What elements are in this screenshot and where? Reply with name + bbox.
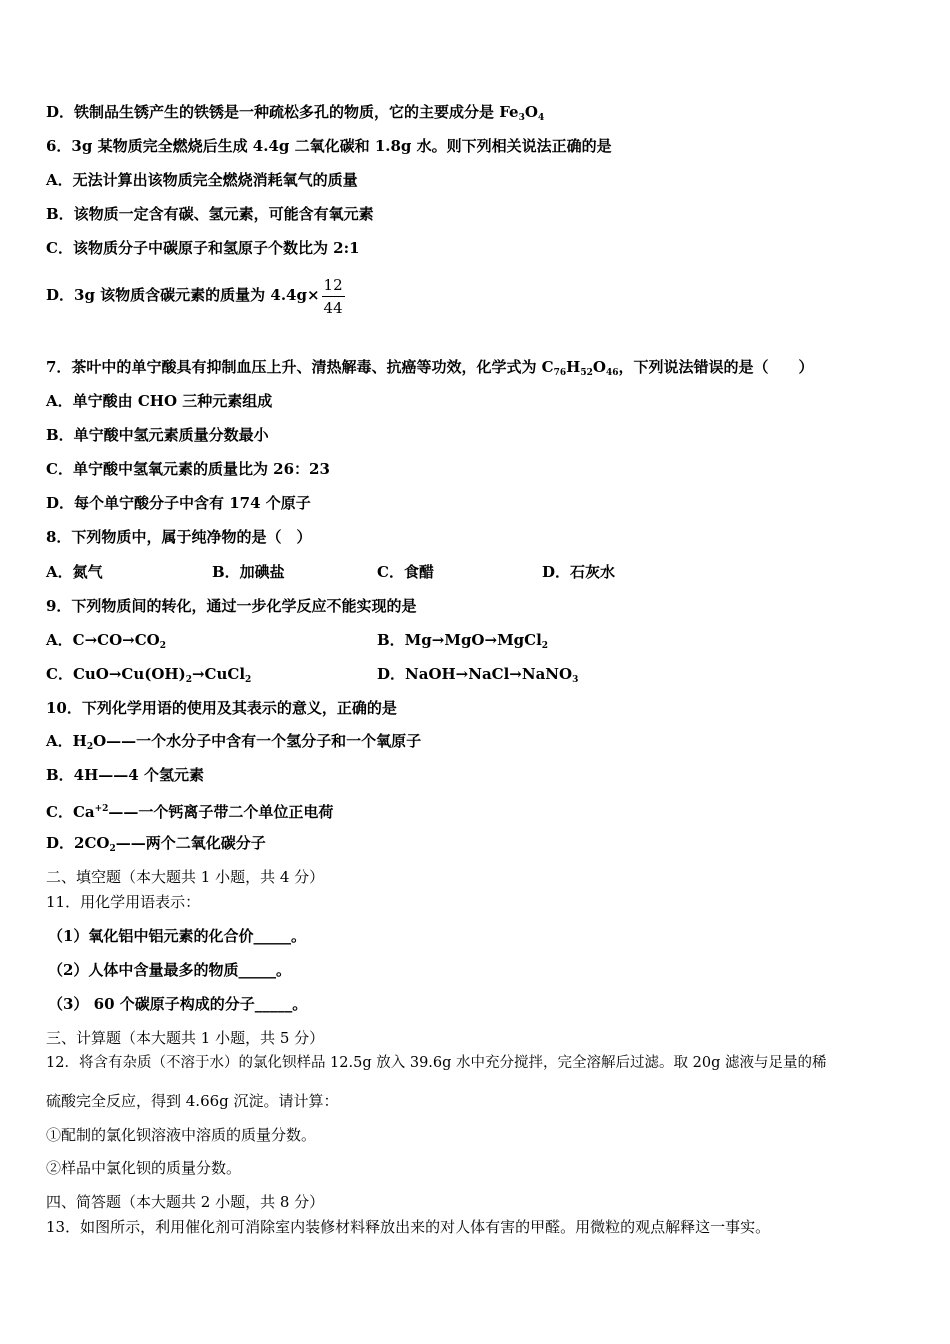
section-3-title: 三、计算题（本大题共 1 小题，共 5 分）	[46, 1029, 325, 1047]
q9-stem: 9．下列物质间的转化，通过一步化学反应不能实现的是	[46, 597, 417, 615]
q7-option-a: A．单宁酸由 CHO 三种元素组成	[46, 392, 273, 410]
q8-option-a: A．氮气	[46, 563, 103, 581]
subscript: 2	[245, 675, 252, 685]
q11-stem: 11．用化学用语表示：	[46, 893, 201, 911]
fraction-numerator: 12	[322, 276, 345, 297]
fraction	[322, 276, 345, 317]
q12-stem-line-2: 硫酸完全反应，得到 4.66g 沉淀。请计算：	[46, 1092, 339, 1110]
q10-stem: 10．下列化学用语的使用及其表示的意义，正确的是	[46, 699, 397, 717]
q7-option-d: D．每个单宁酸分子中含有 174 个原子	[46, 494, 311, 512]
q8-option-b: B．加碘盐	[212, 563, 285, 581]
q6-option-a: A．无法计算出该物质完全燃烧消耗氧气的质量	[46, 171, 358, 189]
subscript: 3	[518, 113, 525, 123]
subscript: 4	[537, 113, 545, 123]
q10-option-c-post: ——一个钙离子带二个单位正电荷	[108, 803, 334, 821]
q10-option-c-pre: C．Ca	[46, 803, 95, 821]
q9-option-c	[46, 664, 251, 690]
subscript: 3	[572, 675, 579, 685]
subscript: 2	[541, 641, 549, 651]
fraction-denominator: 44	[323, 298, 343, 317]
q10-option-a	[46, 731, 421, 757]
q7-option-c: C．单宁酸中氢氧元素的质量比为 26：23	[46, 460, 330, 478]
q5-option-d-text: D．铁制品生锈产生的铁锈是一种疏松多孔的物质，它的主要成分是 Fe	[46, 103, 519, 121]
subscript: 76	[553, 368, 567, 378]
subscript: 52	[580, 368, 593, 378]
q9-option-a	[46, 630, 166, 656]
q10-option-d-pre: D．2CO	[46, 834, 110, 852]
q7-formula-o: O	[592, 358, 606, 376]
q10-option-d-post: ——两个二氧化碳分子	[115, 834, 266, 852]
section-4-title: 四、简答题（本大题共 2 小题，共 8 分）	[46, 1193, 325, 1211]
q11-part-3: （3） 60 个碳原子构成的分子_____。	[48, 995, 308, 1013]
q6-option-c: C．该物质分子中碳原子和氢原子个数比为 2:1	[46, 239, 360, 257]
q7-formula-h: H	[566, 358, 581, 376]
q12-subquestion-1: ①配制的氯化钡溶液中溶质的质量分数。	[46, 1126, 317, 1144]
q10-option-a-pre: A．H	[46, 732, 87, 750]
subscript: 2	[159, 641, 166, 651]
q12-subquestion-2: ②样品中氯化钡的质量分数。	[46, 1159, 242, 1177]
q9-option-b-text: B．Mg→MgO→MgCl	[377, 631, 542, 649]
subscript: 2	[86, 742, 94, 752]
q9-option-d-text: D．NaOH→NaCl→NaNO	[377, 665, 573, 683]
q13-stem: 13．如图所示，利用催化剂可消除室内装修材料释放出来的对人体有害的甲醛。用微粒的观点解释这一事实。	[46, 1218, 771, 1236]
q12-stem-line-1: 12．将含有杂质（不溶于水）的氯化钡样品 12.5g 放入 39.6g 水中充分搅拌，完全溶解后过滤。取 20g 滤液与足量的稀	[46, 1055, 827, 1071]
q6-option-b: B．该物质一定含有碳、氢元素，可能含有氧元素	[46, 205, 374, 223]
q10-option-b: B．4H——4 个氢元素	[46, 766, 204, 784]
subscript: 2	[109, 844, 116, 854]
q6-option-d-text: D．3g 该物质含碳元素的质量为 4.4g×	[46, 286, 320, 304]
q8-stem: 8．下列物质中，属于纯净物的是（ ）	[46, 528, 312, 546]
q9-option-c-text: C．CuO→Cu(OH)	[46, 665, 186, 683]
q6-stem: 6．3g 某物质完全燃烧后生成 4.4g 二氧化碳和 1.8g 水。则下列相关说法正确的是	[46, 137, 612, 155]
superscript: +2	[94, 804, 109, 814]
subscript: 2	[185, 675, 192, 685]
q7-stem-text: 7．茶叶中的单宁酸具有抑制血压上升、清热解毒、抗癌等功效，化学式为 C	[46, 358, 554, 376]
q11-part-1: （1）氧化铝中铝元素的化合价_____。	[48, 927, 306, 945]
q5-option-d	[46, 102, 544, 128]
section-2-title: 二、填空题（本大题共 1 小题，共 4 分）	[46, 868, 325, 886]
q7-option-b: B．单宁酸中氢元素质量分数最小	[46, 426, 269, 444]
q6-option-d	[46, 272, 345, 318]
q7-stem-tail: ，下列说法错误的是（ ）	[618, 358, 814, 376]
q9-option-d	[377, 664, 578, 690]
q5-option-d-o: O	[524, 103, 538, 121]
subscript: 46	[605, 368, 619, 378]
q10-option-d	[46, 833, 266, 859]
q9-option-a-text: A．C→CO→CO	[46, 631, 160, 649]
q11-part-2: （2）人体中含量最多的物质_____。	[48, 961, 291, 979]
q10-option-c	[46, 799, 333, 822]
q8-option-d: D．石灰水	[542, 563, 616, 581]
q10-option-a-post: O——一个水分子中含有一个氢分子和一个氧原子	[93, 732, 422, 750]
q7-stem	[46, 357, 813, 383]
q9-option-c-text-2: →CuCl	[191, 665, 246, 683]
q9-option-b	[377, 630, 548, 656]
q8-option-c: C．食醋	[377, 563, 434, 581]
